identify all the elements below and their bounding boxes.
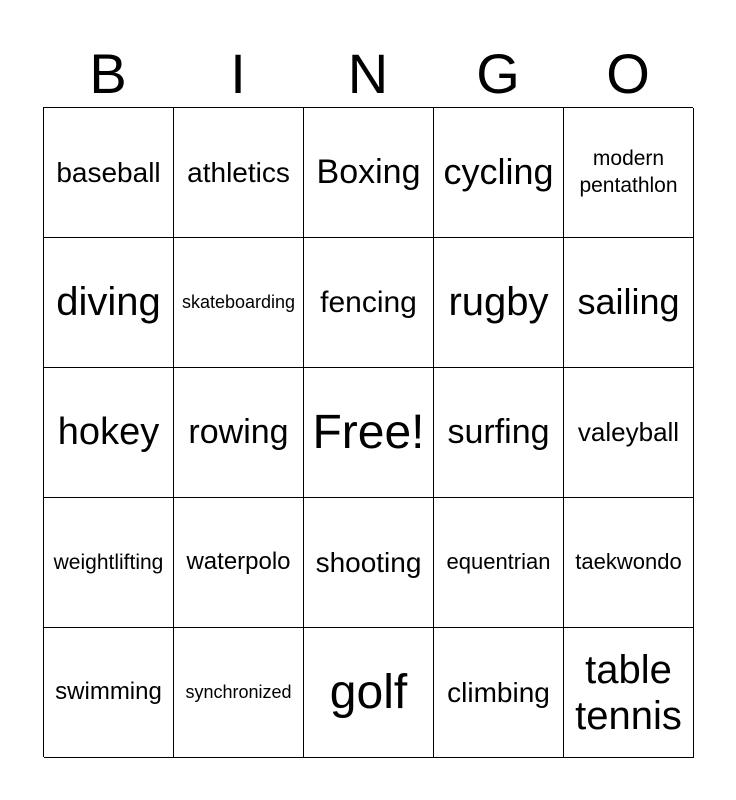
bingo-cell[interactable]: fencing <box>304 238 434 368</box>
bingo-cell[interactable]: rowing <box>174 368 304 498</box>
bingo-cell[interactable]: sailing <box>564 238 694 368</box>
bingo-cell[interactable]: taekwondo <box>564 498 694 628</box>
bingo-cell[interactable]: rugby <box>434 238 564 368</box>
bingo-cell[interactable]: surfing <box>434 368 564 498</box>
bingo-cell[interactable]: modern pentathlon <box>564 108 694 238</box>
bingo-cell[interactable]: waterpolo <box>174 498 304 628</box>
bingo-cell[interactable]: diving <box>44 238 174 368</box>
free-space-cell[interactable]: Free! <box>304 368 434 498</box>
bingo-cell[interactable]: weightlifting <box>44 498 174 628</box>
header-letter-n: N <box>347 42 389 105</box>
bingo-cell[interactable]: equentrian <box>434 498 564 628</box>
bingo-header <box>43 42 693 106</box>
bingo-cell[interactable]: valeyball <box>564 368 694 498</box>
bingo-cell[interactable]: swimming <box>44 628 174 758</box>
header-letter-b: B <box>89 42 127 105</box>
header-letter-g: G <box>476 42 520 105</box>
bingo-cell[interactable]: skateboarding <box>174 238 304 368</box>
bingo-cell[interactable]: cycling <box>434 108 564 238</box>
bingo-cell[interactable]: table tennis <box>564 628 694 758</box>
bingo-cell[interactable]: baseball <box>44 108 174 238</box>
bingo-cell[interactable]: climbing <box>434 628 564 758</box>
bingo-board <box>43 107 693 757</box>
bingo-cell[interactable]: shooting <box>304 498 434 628</box>
bingo-cell[interactable]: hokey <box>44 368 174 498</box>
header-letter-o: O <box>606 42 650 105</box>
bingo-cell[interactable]: synchronized <box>174 628 304 758</box>
bingo-cell[interactable]: athletics <box>174 108 304 238</box>
bingo-cell[interactable]: golf <box>304 628 434 758</box>
bingo-cell[interactable]: Boxing <box>304 108 434 238</box>
header-letter-i: I <box>230 42 246 105</box>
